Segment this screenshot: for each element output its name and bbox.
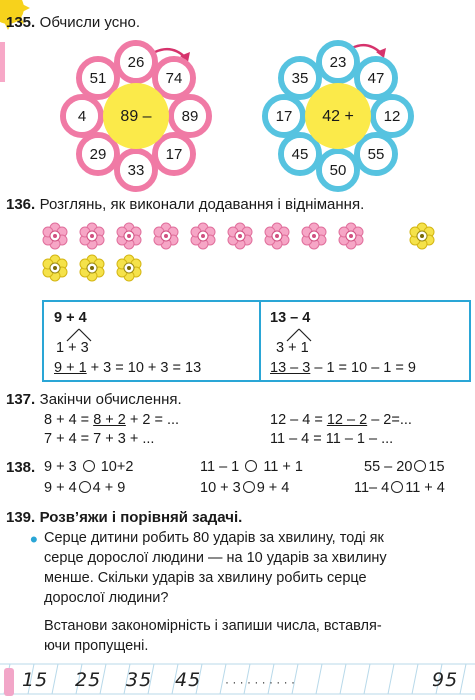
compare-circle[interactable] [391, 481, 403, 493]
petal: 23 [329, 54, 347, 71]
compare-1b: 9 + 4 4 + 9 [44, 480, 126, 496]
petal: 26 [127, 54, 145, 71]
compare-circle[interactable] [243, 481, 255, 493]
compare-2a: 11 – 1 11 + 1 [200, 459, 303, 475]
example-box [42, 300, 471, 382]
pink-flower-icon [339, 223, 363, 249]
seq-number: 35 [126, 669, 153, 691]
box-divider [259, 302, 261, 380]
pink-flower-icon [117, 223, 141, 249]
compare-3b: 11– 4 11 + 4 [354, 480, 445, 496]
task-number: 135. [6, 14, 36, 31]
seq-dots: · · · · · · · · · · [225, 675, 295, 689]
compare-3a: 55 – 20 15 [364, 459, 445, 475]
task-138-header [6, 459, 35, 477]
task-title: Обчисли усно. [39, 14, 141, 31]
example-left-split: 1 + 3 [56, 340, 89, 356]
t137-row1: 8 + 4 = 8 + 2 + 2 = ... [44, 412, 180, 428]
compare-circle[interactable] [245, 460, 257, 472]
t137-row3: 12 – 4 = 12 – 2 – 2=... [270, 412, 412, 428]
compare-circle[interactable] [83, 460, 95, 472]
petal: 74 [165, 70, 183, 87]
petal: 55 [367, 146, 385, 163]
seq-number: 15 [22, 669, 49, 691]
task-number: 138. [6, 459, 36, 476]
example-left-equation: 9 + 1 + 3 = 10 + 3 = 13 [54, 360, 202, 376]
task-number: 139. [6, 509, 36, 526]
petal: 35 [291, 70, 309, 87]
seq-number: 95 [432, 669, 459, 691]
petal: 50 [329, 162, 347, 179]
pink-flower-icon [228, 223, 252, 249]
flower2-center: 42 + [322, 108, 354, 125]
petal: 29 [89, 146, 107, 163]
example-right-equation: 13 – 3 – 1 = 10 – 1 = 9 [270, 360, 416, 376]
petal: 33 [127, 162, 145, 179]
petal: 51 [89, 70, 107, 87]
pink-flower-icon [154, 223, 178, 249]
example-left-head: 9 + 4 [54, 310, 87, 326]
t137-row2: 7 + 4 = 7 + 3 + ... [44, 431, 155, 447]
petal: 47 [367, 70, 385, 87]
pink-flower-icon [265, 223, 289, 249]
task-139-header [6, 509, 242, 527]
task-title: Закінчи обчислення. [39, 391, 182, 408]
seq-number: 45 [175, 669, 202, 691]
petal: 17 [165, 146, 183, 163]
yellow-flower-icon [43, 255, 67, 281]
pencil-icon [4, 668, 14, 696]
example-right-split: 3 + 1 [276, 340, 309, 356]
seq-number: 25 [75, 669, 102, 691]
task-136-header [6, 196, 364, 214]
petal: 89 [181, 108, 199, 125]
compare-circle[interactable] [414, 460, 426, 472]
flowers-figure [0, 40, 475, 195]
problem-text: Серце дитини робить 80 ударів за хвилину, тоді як серце дорослої людини — на 10 ударів за хвилину менше. Скільки ударів за хвилину робить серце дорослої людини? Встанови закономірність і запиши числа, вставля- ючи пропущені. [44, 530, 387, 654]
example-right-head: 13 – 4 [270, 310, 311, 326]
task-137-header [6, 391, 182, 409]
compare-2b: 10 + 3 9 + 4 [200, 480, 290, 496]
pink-flower-icon [302, 223, 326, 249]
petal: 17 [275, 108, 293, 125]
small-flowers-row [0, 218, 475, 288]
yellow-flower-icon [117, 255, 141, 281]
bullet-icon: • [30, 527, 38, 552]
task-135-header [6, 14, 140, 32]
yellow-flower-icon [80, 255, 104, 281]
petal: 12 [383, 108, 401, 125]
task-number: 137. [6, 391, 36, 408]
yellow-flower-icon [410, 223, 434, 249]
task-title: Розв’яжи і порівняй задачі. [39, 509, 243, 526]
pink-flower-icon [191, 223, 215, 249]
pink-flower-icon [43, 223, 67, 249]
task-title: Розглянь, як виконали додавання і віднімання. [39, 196, 365, 213]
flower1-center: 89 – [120, 108, 152, 125]
t137-row4: 11 – 4 = 11 – 1 – ... [270, 431, 394, 447]
petal: 45 [291, 146, 309, 163]
task-number: 136. [6, 196, 36, 213]
petal: 4 [77, 108, 87, 125]
compare-circle[interactable] [79, 481, 91, 493]
pink-flower-icon [80, 223, 104, 249]
compare-1a: 9 + 3 10+2 [44, 459, 134, 475]
